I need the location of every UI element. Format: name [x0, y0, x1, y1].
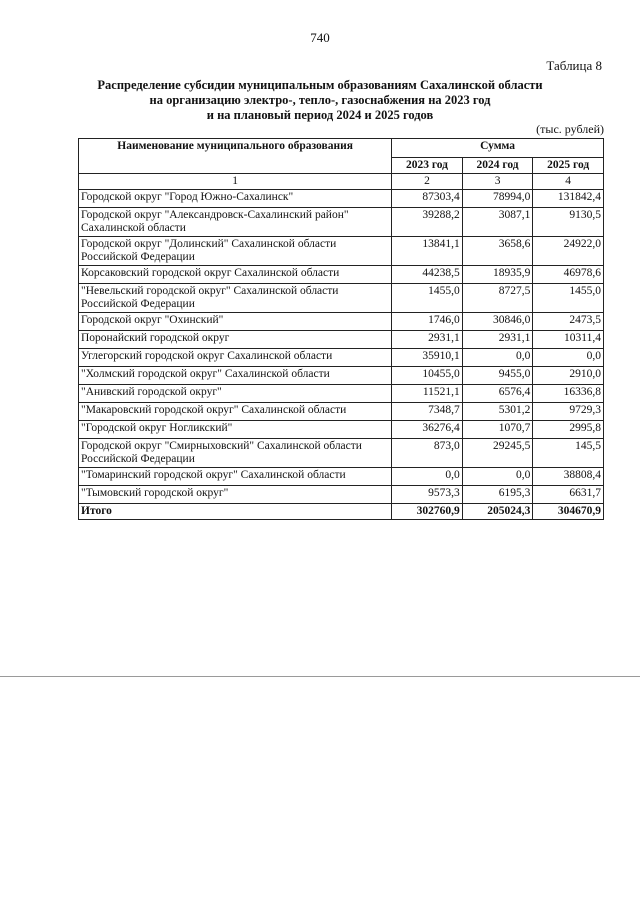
amount-2025: 24922,0	[533, 237, 604, 266]
municipality-name: Городской округ "Александровск-Сахалинский район" Сахалинской области	[79, 208, 392, 237]
amount-2025: 1455,0	[533, 284, 604, 313]
table-row	[79, 313, 604, 331]
amount-2025: 16336,8	[533, 385, 604, 403]
amount-2025: 2995,8	[533, 421, 604, 439]
amount-2024: 8727,5	[462, 284, 533, 313]
table-row	[79, 284, 604, 313]
municipality-name: Поронайский городской округ	[79, 331, 392, 349]
table-row	[79, 349, 604, 367]
amount-2023: 87303,4	[392, 190, 463, 208]
subsidy-table	[78, 138, 604, 520]
amount-2025: 9729,3	[533, 403, 604, 421]
table-row	[79, 331, 604, 349]
amount-2024: 2931,1	[462, 331, 533, 349]
amount-2025: 6631,7	[533, 486, 604, 504]
amount-2023: 0,0	[392, 468, 463, 486]
amount-2023: 2931,1	[392, 331, 463, 349]
table-row	[79, 190, 604, 208]
municipality-name: Углегорский городской округ Сахалинской области	[79, 349, 392, 367]
header-sum: Сумма	[392, 139, 604, 158]
amount-2023: 35910,1	[392, 349, 463, 367]
amount-2025: 2473,5	[533, 313, 604, 331]
amount-2023: 36276,4	[392, 421, 463, 439]
municipality-name: "Городской округ Ногликский"	[79, 421, 392, 439]
total-2023: 302760,9	[392, 504, 463, 520]
header-year-2023: 2023 год	[392, 158, 463, 174]
municipality-name: Городской округ "Смирныховский" Сахалинской области Российской Федерации	[79, 439, 392, 468]
amount-2024: 29245,5	[462, 439, 533, 468]
table-row	[79, 468, 604, 486]
amount-2025: 46978,6	[533, 266, 604, 284]
column-number: 3	[462, 174, 533, 190]
header-year-2024: 2024 год	[462, 158, 533, 174]
total-2024: 205024,3	[462, 504, 533, 520]
amount-2024: 3087,1	[462, 208, 533, 237]
table-row	[79, 266, 604, 284]
amount-2025: 9130,5	[533, 208, 604, 237]
table-body	[79, 190, 604, 504]
amount-2025: 131842,4	[533, 190, 604, 208]
amount-2024: 6195,3	[462, 486, 533, 504]
amount-2025: 145,5	[533, 439, 604, 468]
amount-2024: 78994,0	[462, 190, 533, 208]
amount-2024: 0,0	[462, 349, 533, 367]
document-title	[0, 78, 640, 123]
amount-2024: 1070,7	[462, 421, 533, 439]
amount-2023: 873,0	[392, 439, 463, 468]
table-row	[79, 208, 604, 237]
amount-2024: 0,0	[462, 468, 533, 486]
amount-2025: 0,0	[533, 349, 604, 367]
amount-2025: 2910,0	[533, 367, 604, 385]
amount-2023: 7348,7	[392, 403, 463, 421]
municipality-name: "Анивский городской округ"	[79, 385, 392, 403]
header-name: Наименование муниципального образования	[79, 139, 392, 174]
column-number: 1	[79, 174, 392, 190]
amount-2024: 3658,6	[462, 237, 533, 266]
header-year-2025: 2025 год	[533, 158, 604, 174]
amount-2025: 38808,4	[533, 468, 604, 486]
table-row	[79, 439, 604, 468]
header-row	[79, 139, 604, 158]
column-number-row	[79, 174, 604, 190]
amount-2023: 9573,3	[392, 486, 463, 504]
scan-line	[0, 676, 640, 677]
amount-2024: 6576,4	[462, 385, 533, 403]
amount-2023: 1746,0	[392, 313, 463, 331]
total-label: Итого	[79, 504, 392, 520]
table-row	[79, 403, 604, 421]
amount-2024: 18935,9	[462, 266, 533, 284]
amount-2024: 9455,0	[462, 367, 533, 385]
table-row	[79, 237, 604, 266]
column-number: 2	[392, 174, 463, 190]
amount-2023: 1455,0	[392, 284, 463, 313]
title-line-1: Распределение субсидии муниципальным образованиям Сахалинской области	[97, 78, 543, 92]
amount-2024: 30846,0	[462, 313, 533, 331]
amount-2024: 5301,2	[462, 403, 533, 421]
amount-2023: 39288,2	[392, 208, 463, 237]
municipality-name: "Макаровский городской округ" Сахалинской области	[79, 403, 392, 421]
municipality-name: "Холмский городской округ" Сахалинской области	[79, 367, 392, 385]
table-row	[79, 385, 604, 403]
title-line-2: на организацию электро-, тепло-, газоснабжения на 2023 год	[149, 93, 491, 107]
table-label: Таблица 8	[546, 58, 602, 73]
amount-2023: 10455,0	[392, 367, 463, 385]
municipality-name: "Тымовский городской округ"	[79, 486, 392, 504]
amount-2023: 11521,1	[392, 385, 463, 403]
title-line-3: и на плановый период 2024 и 2025 годов	[206, 108, 434, 122]
table-row	[79, 367, 604, 385]
table-row	[79, 486, 604, 504]
table-row	[79, 421, 604, 439]
amount-2023: 13841,1	[392, 237, 463, 266]
municipality-name: "Невельский городской округ" Сахалинской области Российской Федерации	[79, 284, 392, 313]
municipality-name: Корсаковский городской округ Сахалинской области	[79, 266, 392, 284]
total-2025: 304670,9	[533, 504, 604, 520]
municipality-name: Городской округ "Город Южно-Сахалинск"	[79, 190, 392, 208]
amount-2025: 10311,4	[533, 331, 604, 349]
amount-2023: 44238,5	[392, 266, 463, 284]
page-number: 740	[310, 30, 330, 45]
municipality-name: Городской округ "Охинский"	[79, 313, 392, 331]
total-row	[79, 504, 604, 520]
municipality-name: Городской округ "Долинский" Сахалинской области Российской Федерации	[79, 237, 392, 266]
units-label: (тыс. рублей)	[536, 122, 604, 136]
column-number: 4	[533, 174, 604, 190]
municipality-name: "Томаринский городской округ" Сахалинской области	[79, 468, 392, 486]
